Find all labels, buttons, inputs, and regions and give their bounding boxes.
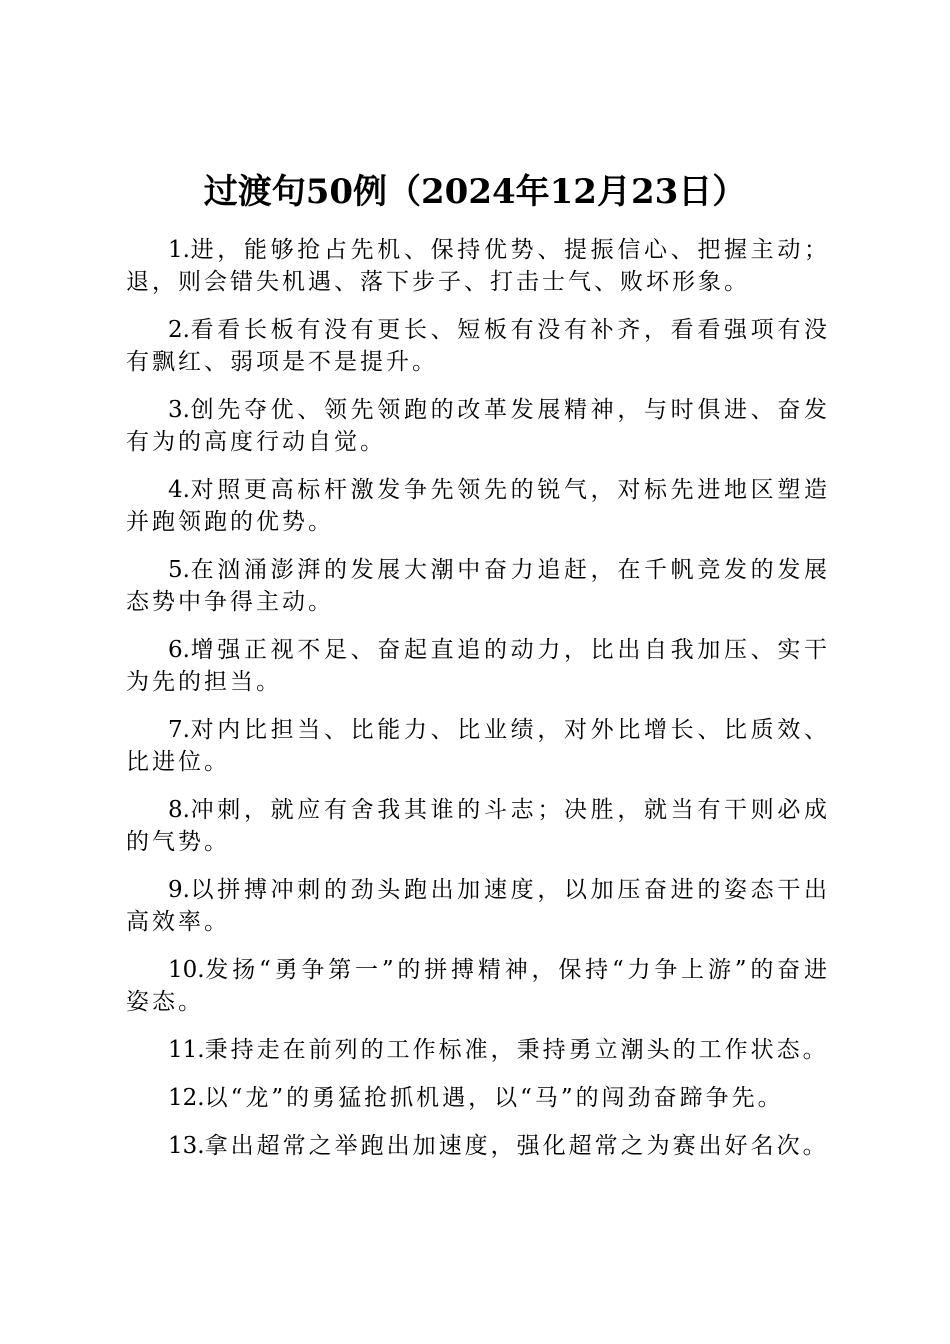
item-text: 增强正视不足、奋起直追的动力，比出自我加压、实干为先的担当。 [126, 637, 830, 695]
item-text: 发扬“勇争第一”的拼搏精神，保持“力争上游”的奋进姿态。 [126, 957, 830, 1015]
item-number: 9. [168, 877, 190, 903]
item-number: 8. [168, 797, 190, 823]
item-number: 11. [168, 1037, 205, 1063]
list-item [126, 554, 830, 618]
list-item [126, 394, 830, 458]
list-item [126, 874, 830, 938]
list-item [126, 234, 830, 298]
list-item [126, 954, 830, 1018]
item-text: 以拼搏冲刺的劲头跑出加速度，以加压奋进的姿态干出高效率。 [126, 877, 830, 935]
list-item [126, 714, 830, 778]
item-text: 拿出超常之举跑出加速度，强化超常之为赛出好名次。 [204, 1133, 829, 1159]
item-text: 看看长板有没有更长、短板有没有补齐，看看强项有没有飘红、弱项是不是提升。 [126, 317, 830, 375]
list-item [126, 794, 830, 858]
item-text: 对内比担当、比能力、比业绩，对外比增长、比质效、比进位。 [126, 717, 830, 775]
item-text: 冲刺，就应有舍我其谁的斗志；决胜，就当有干则必成的气势。 [126, 797, 830, 855]
list-item [126, 1130, 830, 1162]
item-number: 13. [168, 1133, 205, 1159]
list-item [126, 1034, 830, 1066]
list-item [126, 474, 830, 538]
document-title: 过渡句50例（2024年12月23日） [203, 172, 747, 212]
list-item [126, 314, 830, 378]
item-text: 对照更高标杆激发争先领先的锐气，对标先进地区塑造并跑领跑的优势。 [126, 477, 830, 535]
document-body [126, 234, 830, 1178]
item-text: 创先夺优、领先领跑的改革发展精神，与时俱进、奋发有为的高度行动自觉。 [126, 397, 830, 455]
list-item [126, 1082, 830, 1114]
list-item [126, 634, 830, 698]
item-number: 4. [168, 477, 190, 503]
item-number: 5. [168, 557, 190, 583]
item-text: 以“龙”的勇猛抢抓机遇，以“马”的闯劲奋蹄争先。 [204, 1085, 784, 1111]
item-text: 进，能够抢占先机、保持优势、提振信心、把握主动；退，则会错失机遇、落下步子、打击士气、败坏形象。 [126, 237, 830, 295]
item-text: 秉持走在前列的工作标准，秉持勇立潮头的工作状态。 [204, 1037, 829, 1063]
item-number: 6. [168, 637, 190, 663]
item-number: 1. [168, 237, 190, 263]
item-number: 10. [168, 957, 205, 983]
item-number: 7. [168, 717, 190, 743]
item-number: 3. [168, 397, 190, 423]
item-text: 在汹涌澎湃的发展大潮中奋力追赶，在千帆竞发的发展态势中争得主动。 [126, 557, 830, 615]
item-number: 2. [168, 317, 190, 343]
item-number: 12. [168, 1085, 205, 1111]
